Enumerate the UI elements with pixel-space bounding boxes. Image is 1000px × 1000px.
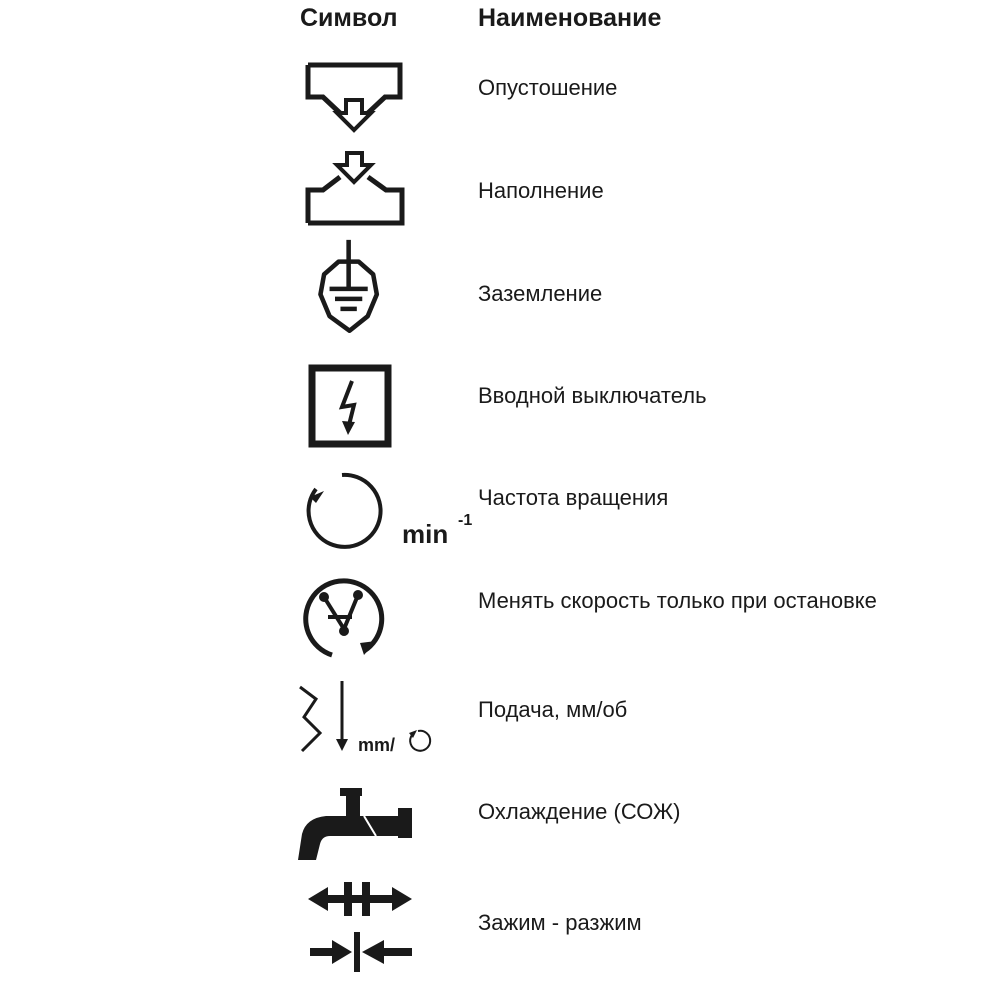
rpm-unit: min bbox=[402, 519, 449, 549]
unclamp-arrows-icon bbox=[308, 882, 412, 916]
rotation-speed-icon bbox=[290, 462, 480, 562]
coolant-icon bbox=[290, 775, 480, 875]
main-switch-icon bbox=[290, 358, 480, 458]
row-label-rotation-speed: Частота вращения bbox=[478, 485, 669, 510]
row-label-coolant: Охлаждение (СОЖ) bbox=[478, 799, 681, 824]
feed-unit: mm/ bbox=[358, 735, 396, 755]
filling-icon bbox=[290, 145, 480, 245]
row-label-main-switch: Вводной выключатель bbox=[478, 383, 707, 408]
feed-icon bbox=[290, 672, 480, 772]
row-label-grounding: Заземление bbox=[478, 281, 603, 306]
row-label-emptying: Опустошение bbox=[478, 75, 618, 100]
clamp-unclamp-icon bbox=[290, 880, 480, 980]
column-header-name: Наименование bbox=[478, 4, 662, 32]
row-label-clamp-unclamp: Зажим - разжим bbox=[478, 910, 642, 935]
row-label-filling: Наполнение bbox=[478, 178, 604, 203]
emptying-icon bbox=[290, 55, 480, 155]
row-label-feed: Подача, мм/об bbox=[478, 697, 628, 722]
column-header-symbol: Символ bbox=[300, 4, 398, 32]
row-label-change-speed: Менять скорость только при остановке bbox=[478, 588, 877, 613]
grounding-icon bbox=[290, 238, 480, 338]
clamp-arrows-icon bbox=[310, 932, 412, 972]
rpm-unit-exponent: -1 bbox=[458, 512, 473, 529]
change-speed-stopped-icon bbox=[290, 568, 480, 668]
